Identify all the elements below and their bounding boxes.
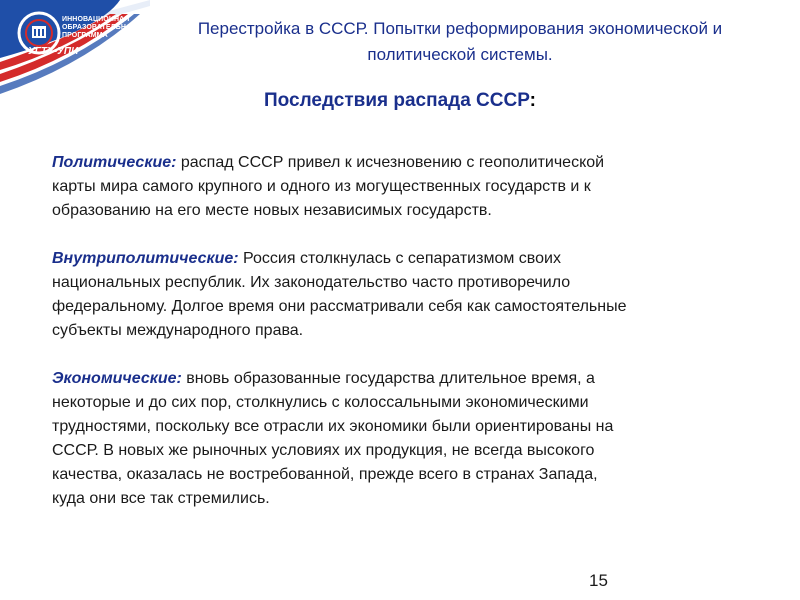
term-economic: Экономические: xyxy=(52,370,182,387)
term-political: Политические: xyxy=(52,154,177,171)
page-number: 15 xyxy=(589,571,608,590)
paragraph-line xyxy=(52,247,782,271)
slide-title-text: Последствия распада СССР xyxy=(264,90,530,111)
paragraph-text: вновь образованные государства длительное время, а xyxy=(181,370,595,387)
header-line-1: Перестройка в СССР. Попытки реформирования экономической и xyxy=(197,19,723,38)
logo-line: ИННОВАЦИОННАЯ xyxy=(62,16,130,23)
paragraph-line: СССР. В новых же рыночных условиях их продукция, не всегда высокого xyxy=(52,442,595,459)
paragraph-line: образованию на его месте новых независимых государств. xyxy=(52,202,492,219)
slide-content xyxy=(52,151,782,535)
paragraph-text: Россия столкнулась с сепаратизмом своих xyxy=(238,250,561,267)
paragraph-line xyxy=(52,367,782,391)
paragraph-line xyxy=(52,151,782,175)
paragraph-economic xyxy=(52,367,782,511)
paragraph-line: федеральному. Долгое время они рассматривали себя как самостоятельные xyxy=(52,298,627,315)
paragraph-line: некоторые и до сих пор, столкнулись с колоссальными экономическими xyxy=(52,394,589,411)
logo-text xyxy=(62,16,136,40)
paragraph-text: распад СССР привел к исчезновению с геополитической xyxy=(176,154,605,171)
slide-header xyxy=(135,16,785,68)
slide-title-colon: : xyxy=(529,90,536,111)
logo-line: ОБРАЗОВАТЕЛЬНАЯ xyxy=(62,24,137,31)
term-domestic: Внутриполитические: xyxy=(52,250,239,267)
logo xyxy=(6,6,137,62)
paragraph-line: куда они все так стремились. xyxy=(52,490,270,507)
paragraph-political xyxy=(52,151,782,223)
header-line-2: политической системы. xyxy=(367,45,553,64)
paragraph-line: карты мира самого крупного и одного из могущественных государств и к xyxy=(52,178,591,195)
logo-line: ПРОГРАММА xyxy=(62,32,108,39)
slide-title xyxy=(0,90,800,112)
paragraph-line: субъекты международного права. xyxy=(52,322,304,339)
paragraph-domestic xyxy=(52,247,782,343)
paragraph-line: национальных республик. Их законодательство часто противоречило xyxy=(52,274,571,291)
logo-abbreviation: УГТУ-УПИ xyxy=(28,46,79,57)
paragraph-line: трудностями, поскольку все отрасли их экономики были ориентированы на xyxy=(52,418,614,435)
paragraph-line: качества, оказалась не востребованной, прежде всего в странах Запада, xyxy=(52,466,598,483)
